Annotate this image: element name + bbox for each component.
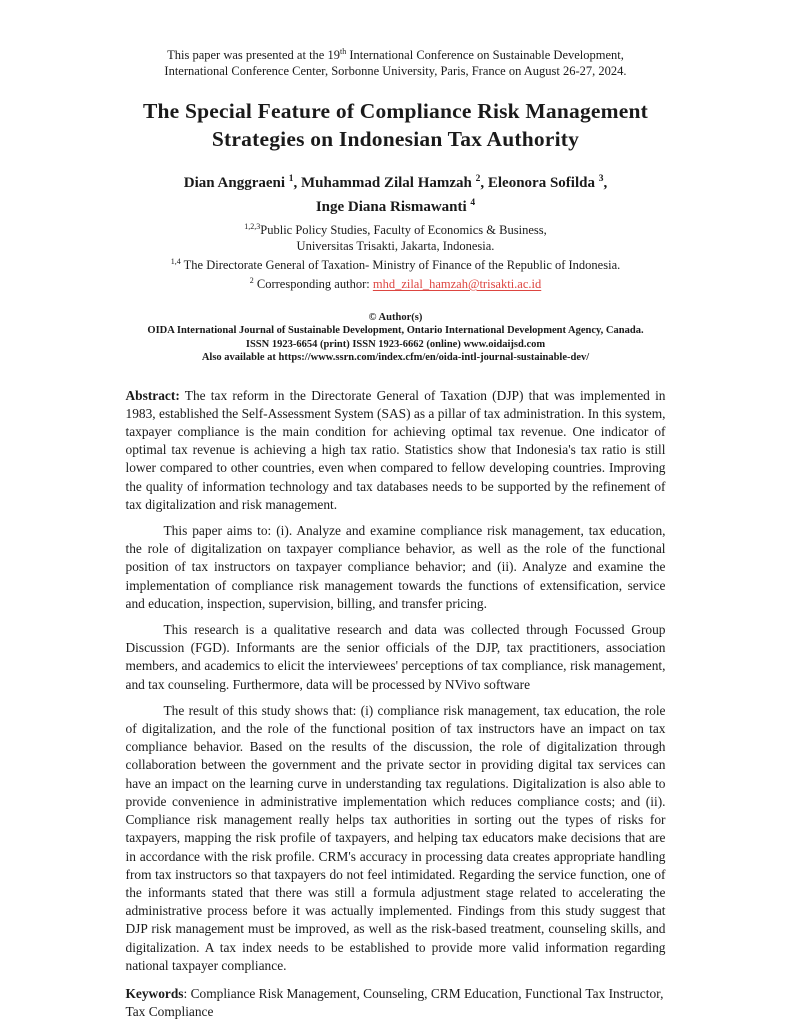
corresponding-author-line xyxy=(126,273,666,292)
abstract-label: Abstract: xyxy=(125,387,180,403)
affiliation-text: The Directorate General of Taxation- Ministry of Finance of the Republic of Indonesia. xyxy=(180,258,621,273)
author-affiliation-marker: 3 xyxy=(598,174,604,185)
abstract-section xyxy=(126,387,666,975)
affiliation-marker: 1,4 xyxy=(170,257,181,267)
abstract-paragraph-2: This paper aims to: (i). Analyze and examine compliance risk management, tax education, the role of digitalization on taxpayer compliance behavior, as well as the role of the functional position of tax instructors on taxpayer compliance behavior; and (ii). Analyze and examine the implementation of compliance risk management towards the functions of extensification, service and education, inspection, supervision, billing, and transfer pricing. xyxy=(125,523,666,611)
author-separator: , xyxy=(480,175,488,192)
author-separator: , xyxy=(293,175,302,192)
availability-line: Also available at https://www.ssrn.com/index.cfm/en/oida-intl-journal-sustainable-dev/ xyxy=(201,352,590,364)
affiliation-marker: 1,2,3 xyxy=(244,222,261,232)
ordinal-superscript: th xyxy=(339,47,347,56)
abstract-paragraph-3: This research is a qualitative research and data was collected through Focussed Group Discussion (FGD). Informants are the senior officials of the DJP, tax practitioners, association members, and academics to elicit the interviewees' perceptions of tax compliance, risk management, and tax counseling. Furthermore, data will be processed by NVivo software xyxy=(125,622,666,692)
affiliation-line xyxy=(126,219,666,238)
author-list-line2 xyxy=(126,193,666,217)
author-name: Inge Diana Rismawanti xyxy=(315,199,471,216)
affiliation-line: Universitas Trisakti, Jakarta, Indonesia. xyxy=(296,239,495,254)
author-name: Eleonora Sofilda xyxy=(487,175,599,192)
journal-name-line: OIDA International Journal of Sustainable Development, Ontario International Development Agency, Canada. xyxy=(147,325,644,337)
paper-title-line1: The Special Feature of Compliance Risk Management xyxy=(142,99,649,124)
paper-title xyxy=(126,97,666,153)
paper-title-line2: Strategies on Indonesian Tax Authority xyxy=(211,127,580,152)
conference-note-text-pre: This paper was presented at the 19 xyxy=(167,48,340,63)
affiliation-line xyxy=(126,254,666,273)
conference-note xyxy=(126,44,666,79)
affiliations-block xyxy=(126,219,666,292)
abstract-paragraph-4: The result of this study shows that: (i) compliance risk management, tax education, the role of digitalization, and the role of the functional position of tax instructors have an impact on tax compliance behavior. Based on the results of the discussion, the role of digitalization through collaboration between the government and the private sector in providing digital tax services can have an impact on the learning curve in understanding tax regulations. Digitalization is also able to provide convenience in administrative implementation which reduces compliance costs; and (ii). Compliance risk management really helps tax authorities in sorting out the types of risks for taxpayers, mapping the risk profile of taxpayers, and helping tax educators make decisions that are in accordance with the risk profile. CRM's accuracy in processing data creates appropriate handling from tax instructors so that taxpayers do not feel intimidated. Regarding the service function, one of the informants stated that there was still a formula adjustment stage related to accelerating the administrative process before it was actually implemented. Findings from this study suggest that DJP risk management must be improved, as well as the risk-based treatment, counseling skills, and digitalization. A tax index needs to be established to provide more valid information regarding national taxpayer compliance. xyxy=(125,702,666,973)
issn-line: ISSN 1923-6654 (print) ISSN 1923-6662 (online) www.oidaijsd.com xyxy=(245,338,546,350)
affiliation-marker: 2 xyxy=(249,276,254,286)
author-separator: , xyxy=(603,175,608,192)
author-name: Dian Anggraeni xyxy=(183,175,289,192)
corresponding-author-email-link[interactable]: mhd_zilal_hamzah@trisakti.ac.id xyxy=(372,277,542,292)
author-affiliation-marker: 1 xyxy=(288,174,294,185)
author-list-line1 xyxy=(126,169,666,193)
abstract-paragraph-1-text: The tax reform in the Directorate General of Taxation (DJP) that was implemented in 1983, established the Self-Assessment System (SAS) as a pillar of tax administration. In this system, taxpayer compliance is the main condition for achieving optimal tax revenue. One indicator of optimal tax revenue is achieving a high tax ratio. Statistics show that Indonesia's tax ratio is still lower compared to other countries, even when compared to fellow developing countries. Improving the quality of information technology and tax databases needs to be supported by the refinement of tax digitalization and risk management. xyxy=(125,387,666,512)
keywords-label: Keywords xyxy=(125,985,184,1001)
conference-note-line1 xyxy=(126,44,666,63)
conference-note-line2: International Conference Center, Sorbonne University, Paris, France on August 26-27, 2024. xyxy=(164,64,627,79)
author-affiliation-marker: 2 xyxy=(475,174,481,185)
keywords-line xyxy=(126,985,666,1021)
abstract-paragraph-1 xyxy=(126,387,666,514)
journal-imprint-block xyxy=(126,311,666,365)
author-name: Muhammad Zilal Hamzah xyxy=(301,175,476,192)
copyright-line: © Author(s) xyxy=(368,311,423,323)
author-affiliation-marker: 4 xyxy=(470,198,476,209)
keywords-text: : Compliance Risk Management, Counseling, CRM Education, Functional Tax Instructor, Tax Compliance xyxy=(125,985,664,1020)
corresponding-author-label: Corresponding author: xyxy=(253,277,373,292)
author-list xyxy=(126,169,666,217)
affiliation-text: Public Policy Studies, Faculty of Economics & Business, xyxy=(260,223,547,238)
conference-note-text-post: International Conference on Sustainable Development, xyxy=(346,48,624,63)
